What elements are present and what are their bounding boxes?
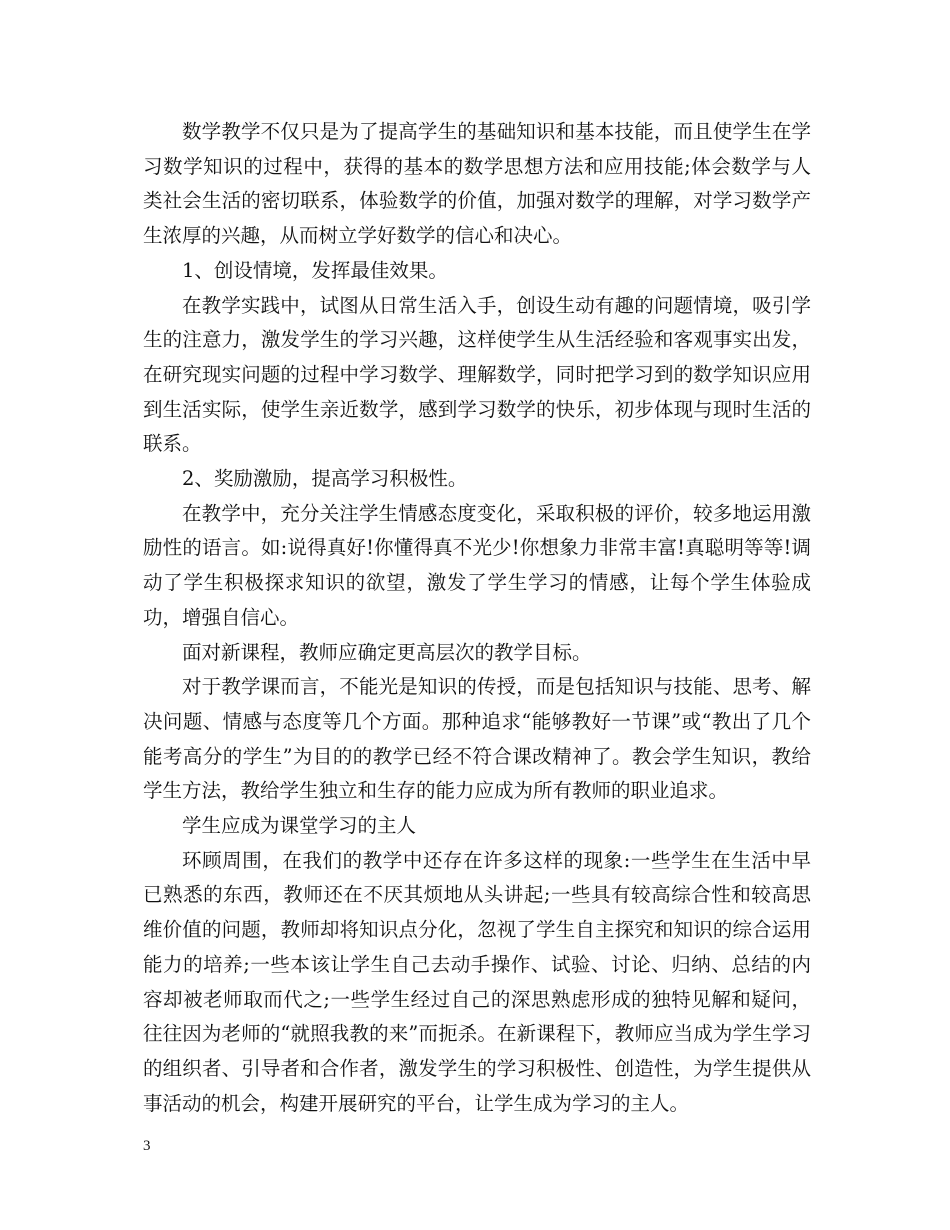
paragraph-reward-motivation: 在教学中，充分关注学生情感态度变化，采取积极的评价，较多地运用激励性的语言。如:说得真好!你懂得真不光少!你想象力非常丰富!真聪明等等!调动了学生积极探求知识的欲望，激发了学生学习的情感，让每个学生体验成功，增强自信心。 bbox=[143, 501, 811, 629]
page-number: 3 bbox=[143, 1138, 151, 1154]
heading-create-situation: 1、创设情境，发挥最佳效果。 bbox=[182, 258, 448, 282]
heading-new-curriculum-goals: 面对新课程，教师应确定更高层次的教学目标。 bbox=[182, 640, 592, 664]
paragraph-students-as-masters: 环顾周围，在我们的教学中还存在许多这样的现象:一些学生在生活中早已熟悉的东西，教师还在不厌其烦地从头讲起;一些具有较高综合性和较高思维价值的问题，教师却将知识点分化，忽视了学生自主探究和知识的综合运用能力的培养;一些本该让学生自己去动手操作、试验、讨论、归纳、总结的内容却被老师取而代之;一些学生经过自己的深思熟虑形成的独特见解和疑问，往往因为老师的“就照我教的来”而扼杀。在新课程下，教师应当成为学生学习的组织者、引导者和合作者，激发学生的学习积极性、创造性，为学生提供从事活动的机会，构建开展研究的平台，让学生成为学习的主人。 bbox=[143, 848, 811, 1115]
heading-students-as-masters: 学生应成为课堂学习的主人 bbox=[182, 814, 417, 838]
document-body bbox=[143, 115, 811, 1121]
paragraph-intro: 数学教学不仅只是为了提高学生的基础知识和基本技能，而且使学生在学习数学知识的过程中，获得的基本的数学思想方法和应用技能;体会数学与人类社会生活的密切联系，体验数学的价值，加强对数学的理解，对学习数学产生浓厚的兴趣，从而树立学好数学的信心和决心。 bbox=[143, 120, 811, 248]
paragraph-new-curriculum-goals: 对于教学课而言，不能光是知识的传授，而是包括知识与技能、思考、解决问题、情感与态度等几个方面。那种追求“能够教好一节课”或“教出了几个能考高分的学生”为目的的教学已经不符合课改精神了。教会学生知识，教给学生方法，教给学生独立和生存的能力应成为所有教师的职业追求。 bbox=[143, 675, 811, 803]
paragraph-create-situation: 在教学实践中，试图从日常生活入手，创设生动有趣的问题情境，吸引学生的注意力，激发学生的学习兴趣，这样使学生从生活经验和客观事实出发，在研究现实问题的过程中学习数学、理解数学，同时把学习到的数学知识应用到生活实际，使学生亲近数学，感到学习数学的快乐，初步体现与现时生活的联系。 bbox=[143, 293, 811, 456]
heading-reward-motivation: 2、奖励激励，提高学习积极性。 bbox=[182, 467, 468, 491]
